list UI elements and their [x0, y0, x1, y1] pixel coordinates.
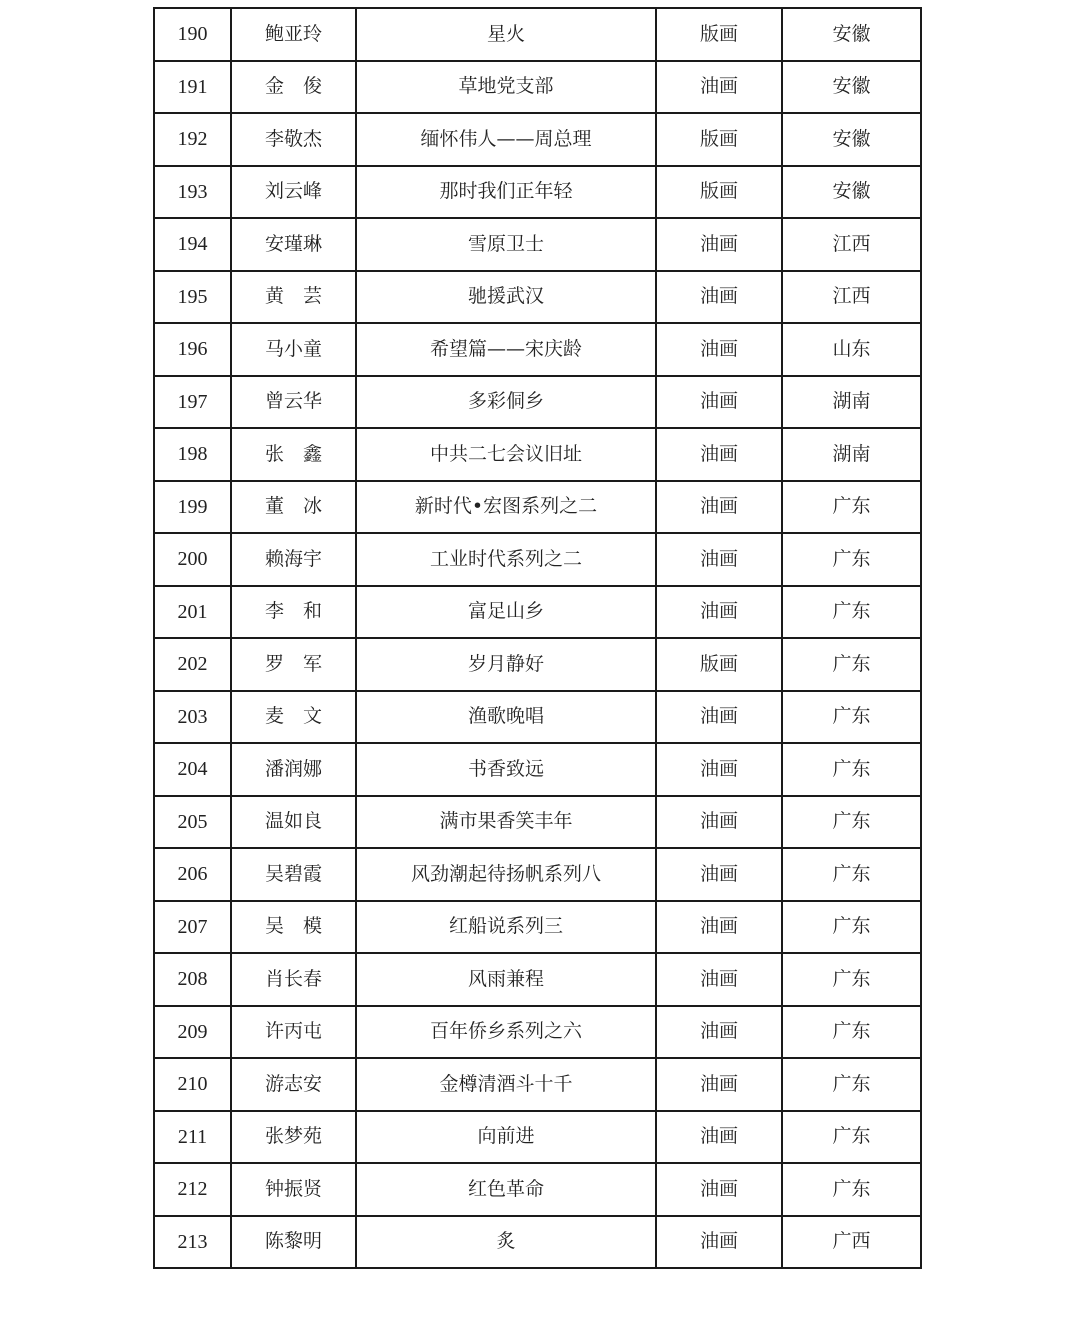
art-category-cell: 油画 [656, 1058, 782, 1111]
artwork-title-cell: 岁月静好 [356, 638, 656, 691]
art-category-cell: 油画 [656, 743, 782, 796]
province-cell: 广东 [782, 743, 921, 796]
artist-name-cell: 马小童 [231, 323, 356, 376]
entry-number-cell: 198 [154, 428, 231, 481]
table-row [154, 61, 921, 114]
artwork-title-cell: 炙 [356, 1216, 656, 1269]
art-category-cell: 油画 [656, 376, 782, 429]
entry-number-cell: 192 [154, 113, 231, 166]
artist-name-cell: 董 冰 [231, 481, 356, 534]
entry-number-cell: 193 [154, 166, 231, 219]
artwork-title-cell: 书香致远 [356, 743, 656, 796]
artwork-title-cell: 百年侨乡系列之六 [356, 1006, 656, 1059]
table-row [154, 533, 921, 586]
artwork-title-cell: 星火 [356, 8, 656, 61]
artist-name-cell: 刘云峰 [231, 166, 356, 219]
entry-number-cell: 208 [154, 953, 231, 1006]
artwork-title-cell: 雪原卫士 [356, 218, 656, 271]
province-cell: 山东 [782, 323, 921, 376]
artwork-title-cell: 向前进 [356, 1111, 656, 1164]
artist-name-cell: 曾云华 [231, 376, 356, 429]
art-category-cell: 油画 [656, 796, 782, 849]
entry-number-cell: 194 [154, 218, 231, 271]
artwork-title-cell: 多彩侗乡 [356, 376, 656, 429]
artwork-title-cell: 满市果香笑丰年 [356, 796, 656, 849]
table-row [154, 8, 921, 61]
province-cell: 安徽 [782, 166, 921, 219]
table-row [154, 638, 921, 691]
table-row [154, 901, 921, 954]
artist-name-cell: 罗 军 [231, 638, 356, 691]
entry-number-cell: 203 [154, 691, 231, 744]
artist-name-cell: 张 鑫 [231, 428, 356, 481]
province-cell: 广东 [782, 638, 921, 691]
artist-name-cell: 许丙屯 [231, 1006, 356, 1059]
table-row [154, 953, 921, 1006]
artist-name-cell: 潘润娜 [231, 743, 356, 796]
artist-name-cell: 李 和 [231, 586, 356, 639]
province-cell: 广东 [782, 1111, 921, 1164]
table-row [154, 848, 921, 901]
table-row [154, 1006, 921, 1059]
art-category-cell: 油画 [656, 953, 782, 1006]
table-row [154, 376, 921, 429]
table-row [154, 1111, 921, 1164]
entry-number-cell: 200 [154, 533, 231, 586]
table-row [154, 1216, 921, 1269]
art-category-cell: 油画 [656, 691, 782, 744]
table-body [154, 8, 921, 1268]
artwork-title-cell: 那时我们正年轻 [356, 166, 656, 219]
entry-number-cell: 199 [154, 481, 231, 534]
artwork-title-cell: 缅怀伟人——周总理 [356, 113, 656, 166]
province-cell: 广东 [782, 1058, 921, 1111]
table-row [154, 218, 921, 271]
artwork-title-cell: 工业时代系列之二 [356, 533, 656, 586]
entry-number-cell: 196 [154, 323, 231, 376]
artwork-list-table [153, 7, 922, 1269]
province-cell: 广西 [782, 1216, 921, 1269]
province-cell: 江西 [782, 218, 921, 271]
province-cell: 湖南 [782, 376, 921, 429]
entry-number-cell: 195 [154, 271, 231, 324]
entry-number-cell: 206 [154, 848, 231, 901]
entry-number-cell: 204 [154, 743, 231, 796]
province-cell: 安徽 [782, 61, 921, 114]
art-category-cell: 油画 [656, 61, 782, 114]
province-cell: 广东 [782, 796, 921, 849]
artwork-title-cell: 渔歌晚唱 [356, 691, 656, 744]
artist-name-cell: 安瑾琳 [231, 218, 356, 271]
art-category-cell: 油画 [656, 428, 782, 481]
entry-number-cell: 197 [154, 376, 231, 429]
entry-number-cell: 212 [154, 1163, 231, 1216]
entry-number-cell: 202 [154, 638, 231, 691]
art-category-cell: 油画 [656, 481, 782, 534]
art-category-cell: 油画 [656, 901, 782, 954]
province-cell: 广东 [782, 848, 921, 901]
province-cell: 广东 [782, 533, 921, 586]
province-cell: 广东 [782, 1163, 921, 1216]
artwork-title-cell: 驰援武汉 [356, 271, 656, 324]
art-category-cell: 油画 [656, 1111, 782, 1164]
artist-name-cell: 肖长春 [231, 953, 356, 1006]
entry-number-cell: 190 [154, 8, 231, 61]
artwork-title-cell: 红船说系列三 [356, 901, 656, 954]
art-category-cell: 油画 [656, 271, 782, 324]
entry-number-cell: 191 [154, 61, 231, 114]
table-row [154, 1058, 921, 1111]
artist-name-cell: 游志安 [231, 1058, 356, 1111]
artwork-title-cell: 草地党支部 [356, 61, 656, 114]
artwork-title-cell: 中共二七会议旧址 [356, 428, 656, 481]
artist-name-cell: 温如良 [231, 796, 356, 849]
entry-number-cell: 213 [154, 1216, 231, 1269]
artwork-title-cell: 希望篇——宋庆龄 [356, 323, 656, 376]
artist-name-cell: 吴碧霞 [231, 848, 356, 901]
art-category-cell: 油画 [656, 586, 782, 639]
entry-number-cell: 201 [154, 586, 231, 639]
artist-name-cell: 鲍亚玲 [231, 8, 356, 61]
table-row [154, 1163, 921, 1216]
art-category-cell: 版画 [656, 638, 782, 691]
art-category-cell: 油画 [656, 1163, 782, 1216]
table-row [154, 481, 921, 534]
art-category-cell: 版画 [656, 8, 782, 61]
art-category-cell: 油画 [656, 1216, 782, 1269]
table-row [154, 271, 921, 324]
artist-name-cell: 麦 文 [231, 691, 356, 744]
entry-number-cell: 205 [154, 796, 231, 849]
art-category-cell: 版画 [656, 166, 782, 219]
table-row [154, 113, 921, 166]
table-row [154, 796, 921, 849]
artist-name-cell: 钟振贤 [231, 1163, 356, 1216]
province-cell: 广东 [782, 691, 921, 744]
artist-name-cell: 张梦苑 [231, 1111, 356, 1164]
table-row [154, 428, 921, 481]
artwork-title-cell: 新时代•宏图系列之二 [356, 481, 656, 534]
artist-name-cell: 黄 芸 [231, 271, 356, 324]
table-row [154, 691, 921, 744]
province-cell: 安徽 [782, 8, 921, 61]
table-row [154, 323, 921, 376]
province-cell: 广东 [782, 953, 921, 1006]
entry-number-cell: 209 [154, 1006, 231, 1059]
artwork-title-cell: 红色革命 [356, 1163, 656, 1216]
art-category-cell: 油画 [656, 533, 782, 586]
art-category-cell: 油画 [656, 1006, 782, 1059]
province-cell: 广东 [782, 586, 921, 639]
entry-number-cell: 210 [154, 1058, 231, 1111]
artist-name-cell: 金 俊 [231, 61, 356, 114]
artist-name-cell: 吴 模 [231, 901, 356, 954]
artwork-title-cell: 富足山乡 [356, 586, 656, 639]
province-cell: 江西 [782, 271, 921, 324]
table-row [154, 586, 921, 639]
province-cell: 广东 [782, 481, 921, 534]
entry-number-cell: 211 [154, 1111, 231, 1164]
artist-name-cell: 赖海宇 [231, 533, 356, 586]
province-cell: 湖南 [782, 428, 921, 481]
artist-name-cell: 陈黎明 [231, 1216, 356, 1269]
artwork-title-cell: 风劲潮起待扬帆系列八 [356, 848, 656, 901]
art-category-cell: 油画 [656, 848, 782, 901]
art-category-cell: 版画 [656, 113, 782, 166]
province-cell: 广东 [782, 1006, 921, 1059]
province-cell: 广东 [782, 901, 921, 954]
art-category-cell: 油画 [656, 323, 782, 376]
entry-number-cell: 207 [154, 901, 231, 954]
artwork-title-cell: 金樽清酒斗十千 [356, 1058, 656, 1111]
artwork-title-cell: 风雨兼程 [356, 953, 656, 1006]
table-row [154, 743, 921, 796]
artist-name-cell: 李敬杰 [231, 113, 356, 166]
table-row [154, 166, 921, 219]
province-cell: 安徽 [782, 113, 921, 166]
art-category-cell: 油画 [656, 218, 782, 271]
